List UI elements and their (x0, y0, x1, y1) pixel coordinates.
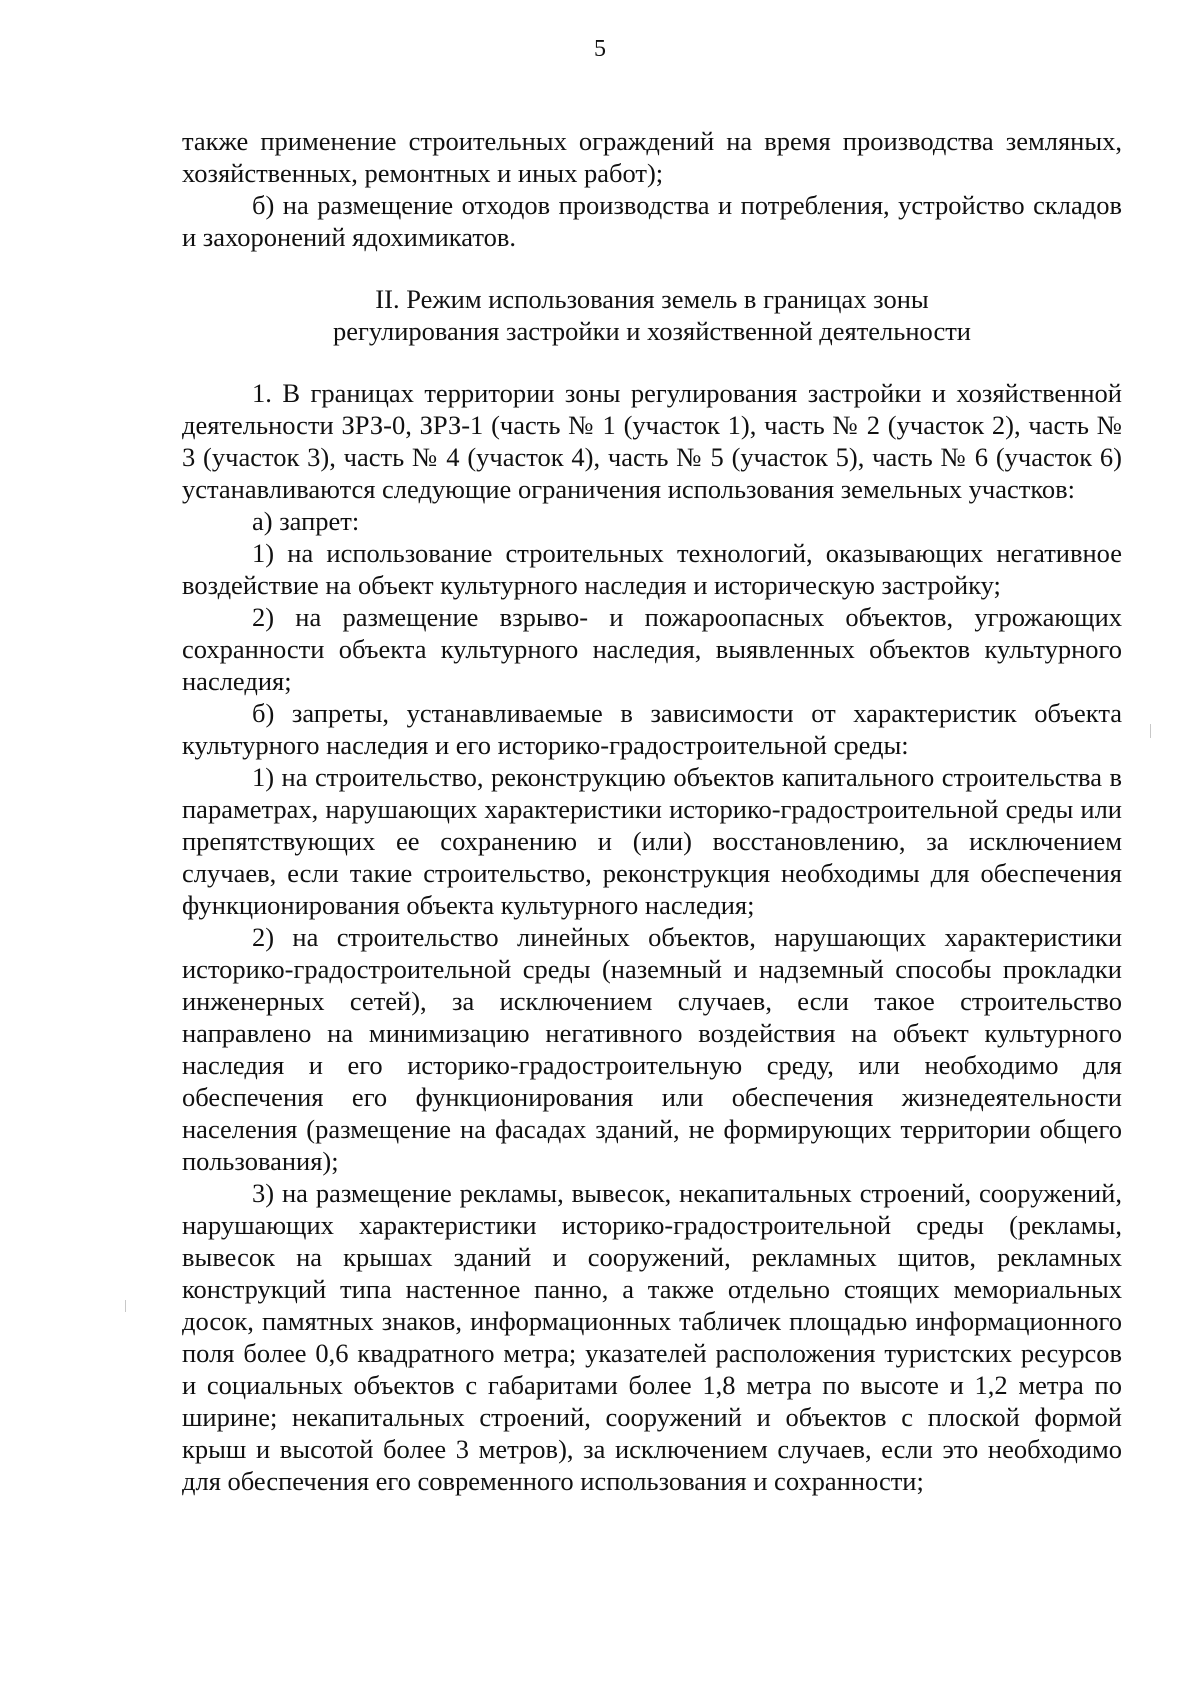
paragraph-continuation: также применение строительных ограждений на время производства земляных, хозяйственных, ремонтных и иных работ); (182, 126, 1122, 188)
section-heading-line-1: II. Режим использования земель в границах зоны (375, 284, 929, 314)
paragraph-item-b-2: 2) на строительство линейных объектов, нарушающих характеристики историко-градостроительной среды (наземный и надземный способы прокладки инженерных сетей), за исключением случаев, если такое строительство направлено на минимизацию негативного воздействия на объект культурного наследия и его историко-градостроительную среду, или необходимо для обеспечения его функционирования или обеспечения жизнедеятельности населения (размещение на фасадах зданий, не формирующих территории общего пользования); (182, 922, 1122, 1176)
page-number: 5 (594, 36, 606, 62)
paragraph-item-b: б) запреты, устанавливаемые в зависимости от характеристик объекта культурного наследия и его историко-градостроительной среды: (182, 698, 1122, 760)
paragraph-item-b-1: 1) на строительство, реконструкцию объектов капитального строительства в параметрах, нарушающих характеристики историко-градостроительной среды или препятствующих ее сохранению и (или) восстановлению, за исключением случаев, если такие строительство, реконструкция необходимы для обеспечения функционирования объекта культурного наследия; (182, 762, 1122, 920)
paragraph-item-a-2: 2) на размещение взрыво- и пожароопасных объектов, угрожающих сохранности объекта культурного наследия, выявленных объектов культурного наследия; (182, 602, 1122, 696)
paragraph-item-b-waste: б) на размещение отходов производства и потребления, устройство складов и захоронений ядохимикатов. (182, 190, 1122, 252)
paragraph-item-b-3: 3) на размещение рекламы, вывесок, некапитальных строений, сооружений, нарушающих характеристики историко-градостроительной среды (рекламы, вывесок на крышах зданий и сооружений, рекламных щитов, рекламных конструкций типа настенное панно, а также отдельно стоящих мемориальных досок, памятных знаков, информационных табличек площадью информационного поля более 0,6 квадратного метра; указателей расположения туристских ресурсов и социальных объектов с габаритами более 1,8 метра по высоте и 1,2 метра по ширине; некапитальных строений, сооружений и объектов с плоской формой крыш и высотой более 3 метров), за исключением случаев, если это необходимо для обеспечения его современного использования и сохранности; (182, 1178, 1122, 1496)
section-heading (182, 283, 1122, 347)
paragraph-item-a-1: 1) на использование строительных технологий, оказывающих негативное воздействие на объект культурного наследия и историческую застройку; (182, 538, 1122, 600)
scan-margin-mark (125, 1300, 126, 1312)
section-heading-line-2: регулирования застройки и хозяйственной деятельности (333, 316, 971, 346)
scan-margin-mark (1150, 724, 1151, 738)
paragraph-clause-1: 1. В границах территории зоны регулирования застройки и хозяйственной деятельности ЗРЗ-0, ЗРЗ-1 (часть № 1 (участок 1), часть № 2 (участок 2), часть № 3 (участок 3), часть № 4 (участок 4), часть № 5 (участок 5), часть № 6 (участок 6) устанавливаются следующие ограничения использования земельных участков: (182, 378, 1122, 504)
paragraph-item-a: а) запрет: (252, 506, 360, 536)
document-body (182, 125, 1122, 1497)
